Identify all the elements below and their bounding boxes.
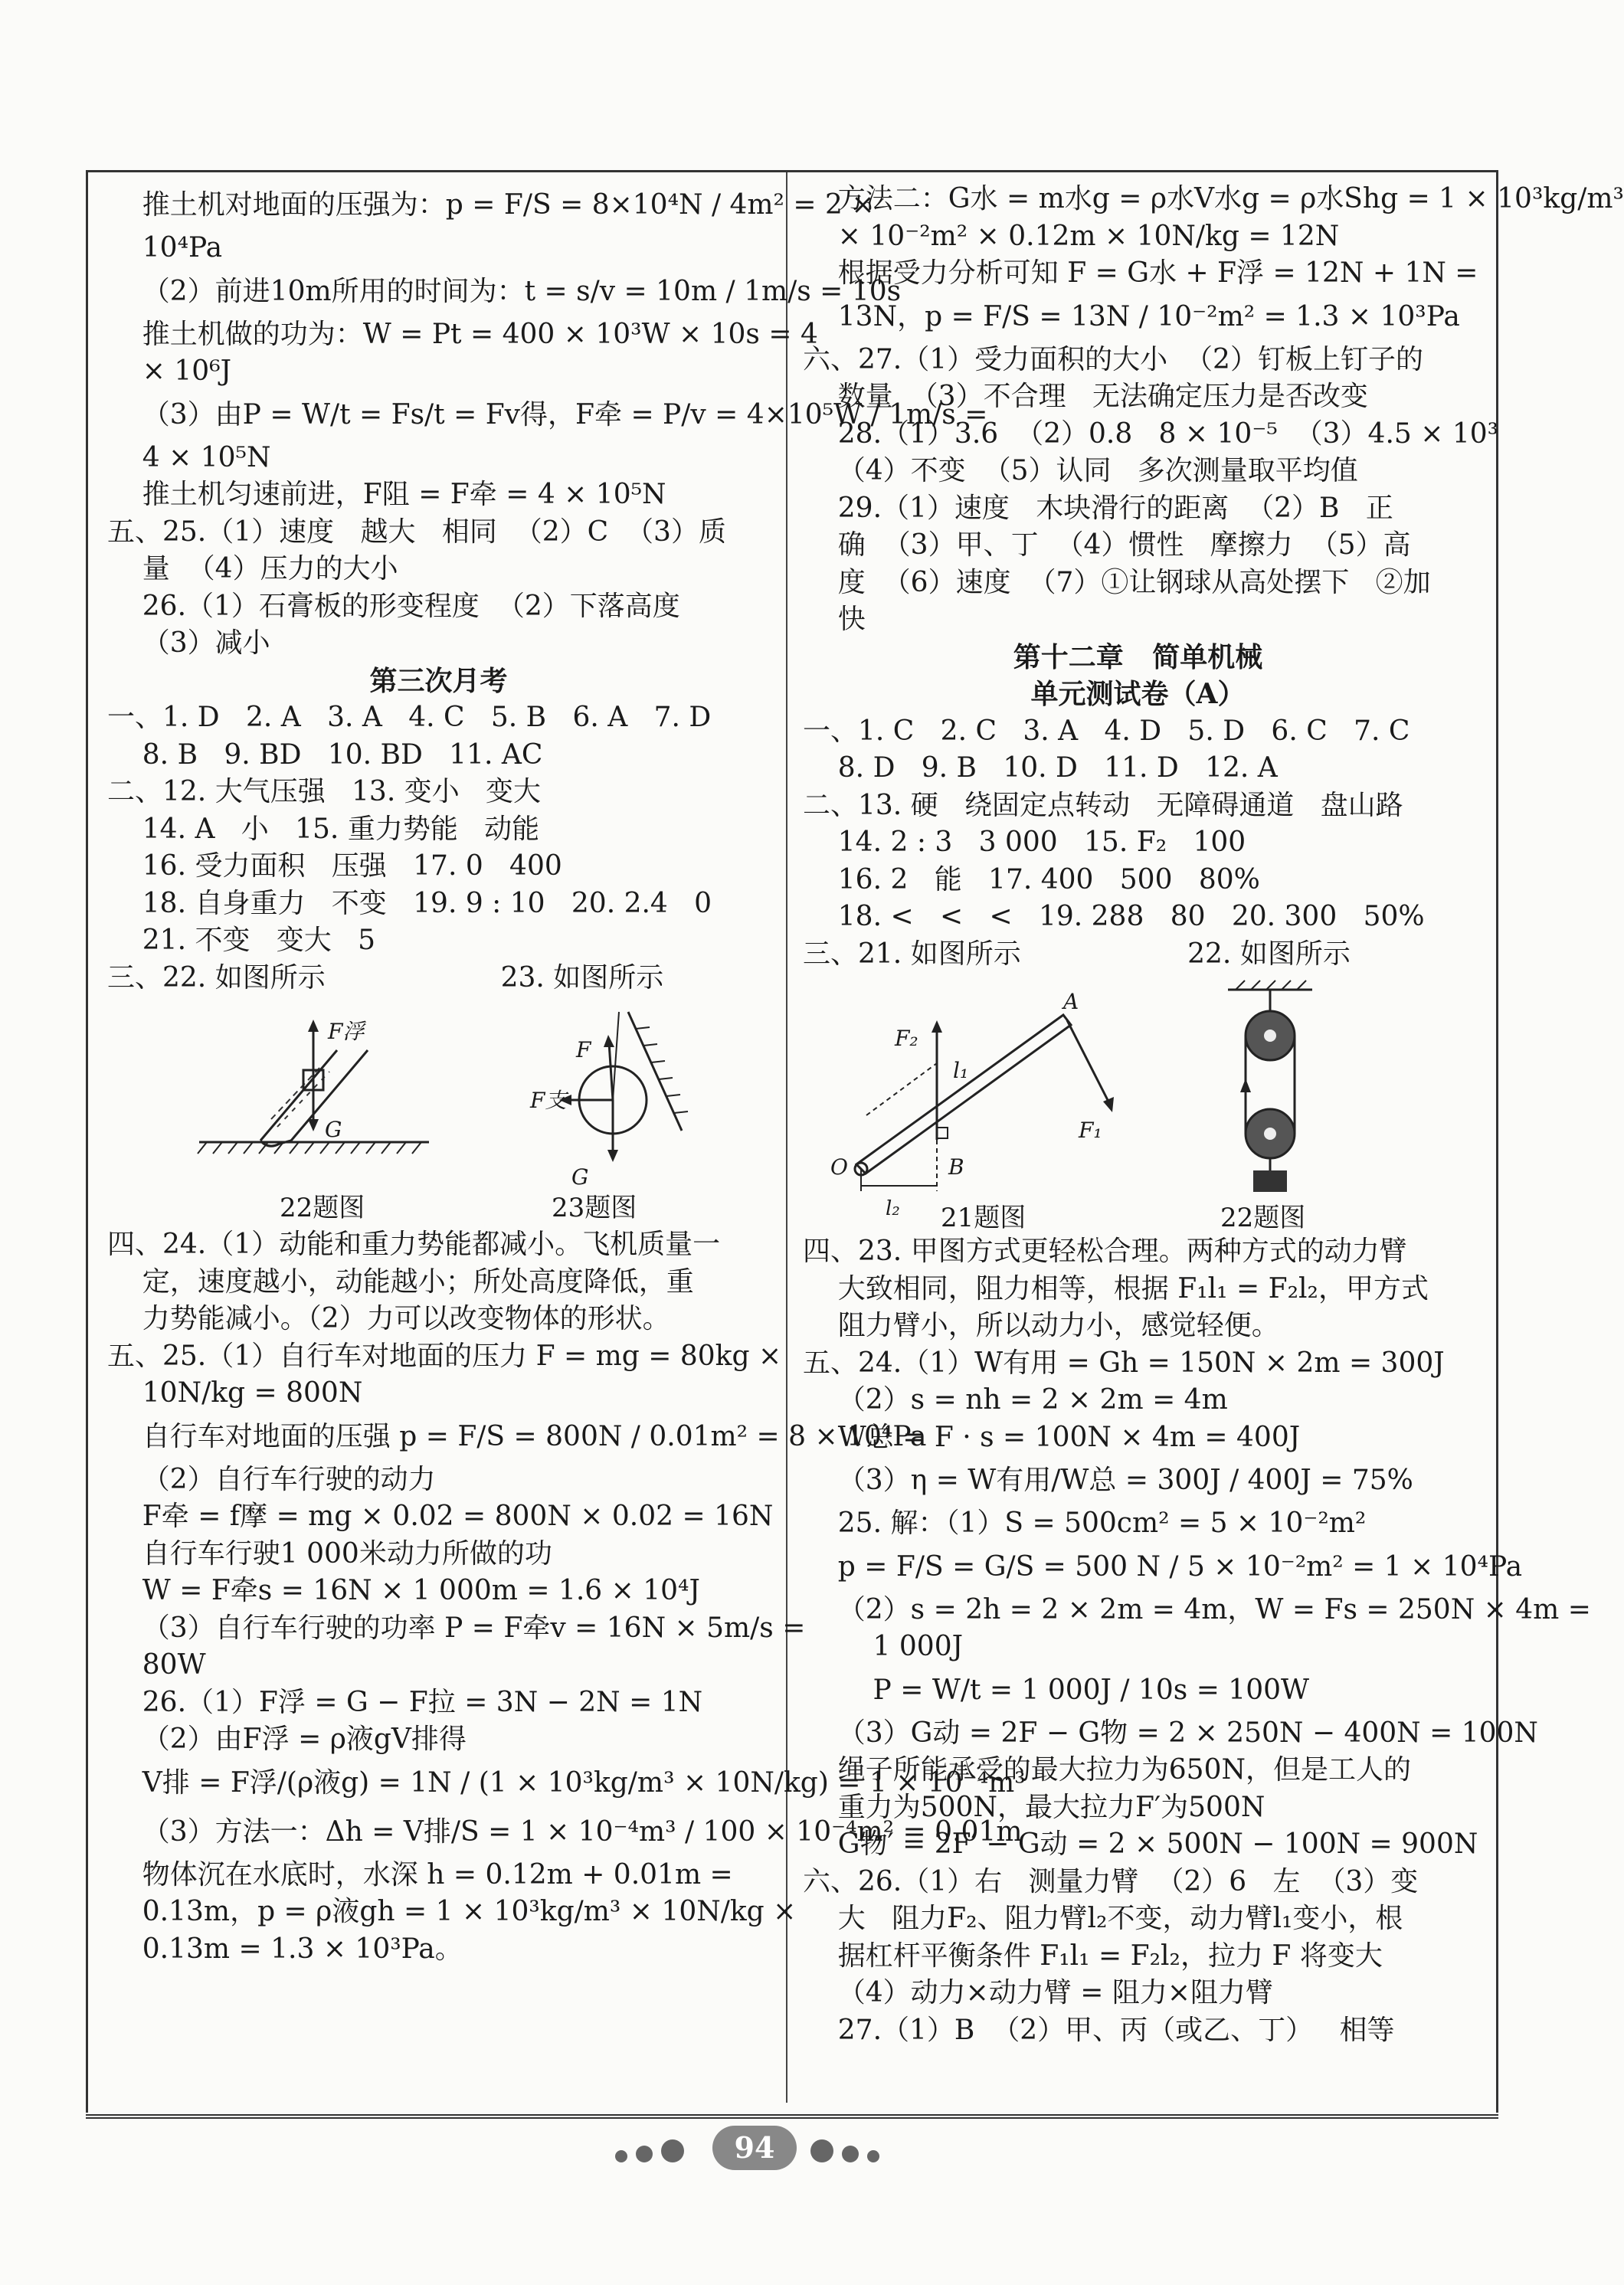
text-line: 二、13. 硬 绕固定点转动 无障碍通道 盘山路 xyxy=(803,789,1403,821)
text-line: 方法二：G水 = m水g = ρ水V水g = ρ水Shg = 1 × 10³kg/m³ xyxy=(803,183,1624,214)
text-line: 五、25.（1）自行车对地面的压力 F = mg = 80kg × xyxy=(107,1340,782,1372)
text-line: 29.（1）速度 木块滑行的距离 （2）B 正 xyxy=(803,492,1393,524)
text-line: 8. B 9. BD 10. BD 11. AC xyxy=(107,738,543,771)
text-line: 18. < < < 19. 288 80 20. 300 50% xyxy=(803,901,1425,932)
right-column xyxy=(803,181,1624,2049)
right-answers-part-c xyxy=(803,1233,1591,2049)
text-line: 绳子所能承受的最大拉力为650N，但是工人的 xyxy=(803,1754,1411,1786)
left-answers-part-b xyxy=(107,699,770,997)
page-footer xyxy=(0,2126,1577,2172)
text-line: 五、24.（1）W有用 = Gh = 150N × 2m = 300J xyxy=(803,1347,1445,1379)
caption-22: 22题图 xyxy=(280,1193,365,1223)
footer-dots-right xyxy=(808,2139,882,2166)
text-line: （2）自行车行驶的动力 xyxy=(107,1463,436,1495)
text-line: × 10⁶J xyxy=(107,355,232,387)
text-line: 定，速度越小，动能越小；所处高度降低，重 xyxy=(107,1265,694,1298)
label-g23: G xyxy=(571,1164,589,1190)
figure-22-pulley-diagram xyxy=(1228,980,1312,1192)
text-line: 快 xyxy=(803,604,866,635)
text-line: （3）方法一：Δh = V排/S = 1 × 10⁻⁴m³ / 100 × 10⁻⁴m² = 0.01m xyxy=(107,1815,1023,1848)
label-f23: F xyxy=(576,1037,591,1062)
text-line: 80W xyxy=(107,1649,206,1681)
label-f-support: F支 xyxy=(530,1088,567,1113)
text-line: G物′ = 2F′ − G动 = 2 × 500N − 100N = 900N xyxy=(803,1828,1478,1860)
text-line: （3）由P = W/t = Fs/t = Fv得，F牵 = P/v = 4×10⁵W / 1m/s = xyxy=(107,398,988,430)
text-line: 18. 自身重力 不变 19. 9 : 10 20. 2.4 0 xyxy=(107,887,712,919)
text-line: 自行车行驶1 000米动力所做的功 xyxy=(107,1537,552,1570)
page-number: 94 xyxy=(712,2126,797,2170)
text-line: 四、24.（1）动能和重力势能都减小。飞机质量一 xyxy=(107,1229,721,1260)
text-line: 27.（1）B （2）甲、丙（或乙、丁） 相等 xyxy=(803,2014,1395,2046)
text-line: 二、12. 大气压强 13. 变小 变大 xyxy=(107,776,542,807)
text-line: 六、27.（1）受力面积的大小 （2）钉板上钉子的 xyxy=(803,343,1423,375)
figure-21-diagram xyxy=(855,1015,1114,1191)
text-line: （2）前进10m所用的时间为：t = s/v = 10m / 1m/s = 10s xyxy=(107,275,902,307)
text-line: 大 阻力F₂、阻力臂l₂不变，动力臂l₁变小，根 xyxy=(803,1903,1403,1934)
label-f1: F₁ xyxy=(1079,1118,1102,1143)
text-line: 自行车对地面的压强 p = F/S = 800N / 0.01m² = 8 × 10⁴Pa xyxy=(107,1420,927,1452)
right-answers-part-b xyxy=(803,713,1473,974)
text-line: （4）不变 （5）认同 多次测量取平均值 xyxy=(803,455,1358,486)
text-line: 力势能减小。（2）力可以改变物体的形状。 xyxy=(107,1303,670,1334)
text-line: V排 = F浮/(ρ液g) = 1N / (1 × 10³kg/m³ × 10N/kg) = 1 × 10⁻⁴m³ xyxy=(107,1766,1026,1799)
text-line: 10⁴Pa xyxy=(107,232,223,264)
text-line: 根据受力分析可知 F = G水 + F浮 = 12N + 1N = xyxy=(803,257,1478,289)
text-line: F牵 = f摩 = mg × 0.02 = 800N × 0.02 = 16N xyxy=(107,1501,774,1532)
text-line: 4 × 10⁵N xyxy=(107,441,271,473)
text-line: 26.（1）F浮 = G − F拉 = 3N − 2N = 1N xyxy=(107,1686,703,1718)
label-a: A xyxy=(1063,989,1079,1014)
section-title: 第三次月考 xyxy=(369,664,508,697)
text-line: 三、22. 如图所示 23. 如图所示 xyxy=(107,961,664,994)
text-line: 六、26.（1）右 测量力臂 （2）6 左 （3）变 xyxy=(803,1865,1419,1897)
text-line: 推土机做的功为：W = Pt = 400 × 10³W × 10s = 4 xyxy=(107,318,818,350)
text-line: （3）自行车行驶的功率 P = F牵v = 16N × 5m/s = xyxy=(107,1612,806,1644)
text-line: 21. 不变 变大 5 xyxy=(107,925,376,956)
text-line: p = F/S = G/S = 500 N / 5 × 10⁻²m² = 1 × 10⁴Pa xyxy=(803,1550,1523,1583)
figure-diagrams xyxy=(803,973,1473,1195)
label-f-buoy: F浮 xyxy=(328,1019,365,1044)
caption-23: 23题图 xyxy=(552,1193,637,1223)
dot-decoration xyxy=(842,2146,859,2162)
dot-decoration xyxy=(661,2139,684,2162)
text-line: （4）动力×动力臂 = 阻力×阻力臂 xyxy=(803,1977,1274,2008)
text-line: 四、23. 甲图方式更轻松合理。两种方式的动力臂 xyxy=(803,1236,1407,1267)
dot-decoration xyxy=(636,2146,653,2162)
text-line: 重力为500N，最大拉力F′为500N xyxy=(803,1791,1265,1823)
figures-21-22 xyxy=(803,973,1473,1233)
label-g22: G xyxy=(325,1117,342,1142)
text-line: 13N，p = F/S = 13N / 10⁻²m² = 1.3 × 10³Pa xyxy=(803,300,1460,332)
text-line: （2）s = 2h = 2 × 2m = 4m，W = Fs = 250N × 4m = xyxy=(803,1593,1591,1625)
label-l1: l₁ xyxy=(953,1058,969,1083)
text-line: 1 000J xyxy=(803,1631,964,1662)
text-line: 物体沉在水底时，水深 h = 0.12m + 0.01m = xyxy=(107,1858,733,1891)
text-line: 10N/kg = 800N xyxy=(107,1377,363,1409)
text-line: 0.13m，p = ρ液gh = 1 × 10³kg/m³ × 10N/kg × xyxy=(107,1896,797,1927)
dot-decoration xyxy=(810,2139,833,2162)
text-line: 16. 受力面积 压强 17. 0 400 xyxy=(107,850,562,882)
dot-decoration xyxy=(615,2150,627,2162)
column-divider xyxy=(786,172,787,2103)
text-line: 推土机匀速前进，F阻 = F牵 = 4 × 10⁵N xyxy=(107,479,666,510)
text-line: 16. 2 能 17. 400 500 80% xyxy=(803,863,1260,895)
text-line: × 10⁻²m² × 0.12m × 10N/kg = 12N xyxy=(803,220,1340,252)
text-line: 阻力臂小，所以动力小，感觉轻便。 xyxy=(803,1310,1279,1341)
text-line: （3）G动 = 2F − G物 = 2 × 250N − 400N = 100N xyxy=(803,1717,1538,1749)
text-line: 据杠杆平衡条件 F₁l₁ = F₂l₂，拉力 F 将变大 xyxy=(803,1940,1383,1972)
text-line: （2）由F浮 = ρ液gV排得 xyxy=(107,1724,467,1755)
text-line: 26.（1）石膏板的形变程度 （2）下落高度 xyxy=(107,590,680,622)
label-l2: l₂ xyxy=(886,1197,900,1220)
text-line: P = W/t = 1 000J / 10s = 100W xyxy=(803,1674,1310,1706)
text-line: 14. 2 : 3 3 000 15. F₂ 100 xyxy=(803,827,1246,858)
label-f2: F₂ xyxy=(895,1026,918,1051)
text-line: 五、25.（1）速度 越大 相同 （2）C （3）质 xyxy=(107,516,726,548)
chapter-title: 第十二章 简单机械 xyxy=(1013,640,1263,673)
caption-22-right: 22题图 xyxy=(1220,1203,1306,1233)
text-line: 一、1. C 2. C 3. A 4. D 5. D 6. C 7. C xyxy=(803,715,1410,747)
figure-22-diagram xyxy=(198,1020,429,1154)
text-line: 确 （3）甲、丁 （4）惯性 摩擦力 （5）高 xyxy=(803,529,1411,561)
figures-22-23 xyxy=(107,997,770,1226)
text-line: 25. 解：（1）S = 500cm² = 5 × 10⁻²m² xyxy=(803,1508,1367,1539)
text-line: 14. A 小 15. 重力势能 动能 xyxy=(107,813,540,845)
left-answers-part-a xyxy=(107,181,988,663)
label-b: B xyxy=(948,1154,964,1180)
text-line: W = F牵s = 16N × 1 000m = 1.6 × 10⁴J xyxy=(107,1575,700,1606)
dot-decoration xyxy=(867,2150,879,2162)
text-line: （3）η = W有用/W总 = 300J / 400J = 75% xyxy=(803,1465,1413,1496)
footer-dots-left xyxy=(613,2139,686,2166)
text-line: 8. D 9. B 10. D 11. D 12. A xyxy=(803,752,1278,784)
text-line: 大致相同，阻力相等，根据 F₁l₁ = F₂l₂，甲方式 xyxy=(803,1272,1429,1305)
text-line: （3）减小 xyxy=(107,627,270,659)
text-line: 推土机对地面的压强为：p = F/S = 8×10⁴N / 4m² = 2 × xyxy=(107,189,875,221)
label-o: O xyxy=(830,1154,848,1180)
text-line: W总 = F · s = 100N × 4m = 400J xyxy=(803,1421,1301,1453)
text-line: 度 （6）速度 （7）①让钢球从高处摆下 ②加 xyxy=(803,566,1431,598)
text-line: （2）s = nh = 2 × 2m = 4m xyxy=(803,1384,1228,1416)
right-answers-part-a xyxy=(803,181,1624,639)
text-line: 0.13m = 1.3 × 10³Pa。 xyxy=(107,1933,463,1965)
text-line: 三、21. 如图所示 22. 如图所示 xyxy=(803,938,1351,970)
figure-diagrams xyxy=(107,997,770,1188)
text-line: 量 （4）压力的大小 xyxy=(107,553,398,584)
caption-21: 21题图 xyxy=(941,1203,1026,1233)
text-line: 28.（1）3.6 （2）0.8 8 × 10⁻⁵ （3）4.5 × 10³ xyxy=(803,417,1499,450)
text-line: 数量 （3）不合理 无法确定压力是否改变 xyxy=(803,381,1368,412)
unit-title: 单元测试卷（A） xyxy=(1030,678,1246,710)
text-line: 一、1. D 2. A 3. A 4. C 5. B 6. A 7. D xyxy=(107,702,712,733)
